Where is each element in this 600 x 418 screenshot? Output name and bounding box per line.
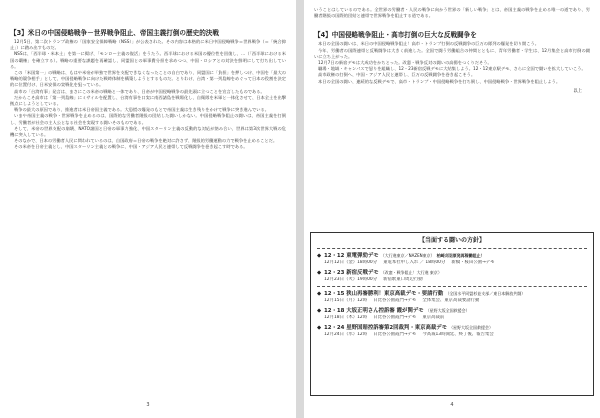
diamond-bullet-icon: ◆ (317, 270, 322, 276)
event-organizer: （星野大坂全国救援会） (449, 325, 494, 330)
event-detail: 12月24日（水）12時 (324, 332, 368, 337)
campaign-schedule-box (310, 232, 594, 396)
body-paragraph: 高市の「台湾有事」発言は、まさにこの米帝の戦略と一体であり、日帝が中国侵略戦争の最先頭に立つことを宣言したものである。 (14, 89, 265, 95)
body-paragraph: NSSは、「西半球・米本土」を第一に掲げ、「モンロー主義の復活」をうたう。西半球における米国の優位性を回復し、…（「西半球における米国の覇権」を確立する）。戦略の重要な課題を再確認し、同盟国との軍事費分担を求めつつ、中国・ロシアとの対決を鮮明にして打ち出している。 (10, 52, 286, 70)
event-details (324, 315, 587, 321)
divider (317, 286, 587, 287)
event-title: 12・23 新宿反戦デモ (324, 270, 379, 276)
event-detail: 日比谷公園霞門→デモ (373, 315, 417, 320)
event-detail: 日比谷公園霞門→デモ (373, 298, 417, 303)
event-header (324, 290, 587, 298)
diamond-bullet-icon: ◆ (317, 291, 322, 297)
event-header (324, 324, 587, 332)
left-paragraphs (10, 40, 286, 152)
event-title: 12・18 大坂正明さん控訴審 霞が関デモ (324, 308, 424, 314)
event-detail: 日比谷公園霞門→デモ (373, 332, 417, 337)
event-organizer: （改憲・戦争阻止！大行進 東京） (380, 270, 442, 275)
event-detail: 東京高裁前 (422, 315, 445, 320)
event-item (317, 290, 587, 298)
page-number-right: 4 (450, 402, 454, 408)
event-details (324, 260, 587, 266)
body-paragraph: そのなかで、日本の労働者人民に問われているのは、自国政府＝日帝の戦争を絶対に許さず、階級的労働運動の力で戦争を止めることだ。 (14, 139, 278, 145)
body-paragraph: 本日の全国の闘いは、米日の中国侵略戦争阻止！高市・トランプ打倒の反戦闘争の巨万の隊列の爆発を切り開こう。 (318, 42, 540, 48)
body-paragraph: 高市政権の打倒へ、中国・アジア人民と連帯し、巨万の反戦闘争を巻き起こそう。 (318, 73, 476, 79)
event-detail: 12月23日（火）19時00分 (324, 277, 378, 282)
event-item (317, 307, 587, 315)
event-header (324, 252, 587, 260)
event-item (317, 252, 587, 260)
event-item (317, 269, 587, 277)
body-paragraph: 12月5日、第二次トランプ政権の「国家安全保障戦略（NSS）」が公表された。その内容は本格的に米日中国侵略戦争＝世界戦争（＝「統合抑止」）に踏み出すものだ。 (10, 40, 286, 52)
body-paragraph: その米帝を日帝主義とし、中国スターリン主義との戦争に、中国・アジア人民と連帯して反戦闘争を巻き起こす時である。 (14, 145, 248, 151)
body-paragraph: 12月7日の新宿デモは大成功をかちとった。改憲・戦争反対の闘いの高揚をつくりだそう。 (318, 61, 492, 67)
signoff: 以上 (573, 88, 582, 94)
event-detail: 12月12日（金）18時00分 (324, 260, 378, 265)
right-intro: いうことはしているのである。全世界の労働者・人民の戦争に向かう世界の「新しい戦争」とは、帝国主義の戦争を止める唯一の道であり、労働者階級の国際的団結と連帯で世界戦争を阻止する道である。 (314, 8, 590, 20)
event-organizer: （星野大坂全国救援会） (425, 308, 470, 313)
schedule-title: 【当面する闘いの方針】 (418, 237, 485, 244)
page-number-left: 3 (146, 402, 150, 408)
event-note: 柏崎刈羽原発再稼働阻止！ (436, 253, 485, 258)
event-details (324, 298, 587, 304)
diamond-bullet-icon: ◆ (317, 308, 322, 314)
section-3-heading: 【3】米日の中国侵略戦争－世界戦争阻止、帝国主義打倒の歴史的決戦 (10, 29, 219, 37)
event-organizer: （大行進東京／NAZEN東京） (380, 253, 435, 258)
body-paragraph: いまや帝国主義の戦争・世界戦争を止めるのは、国際的な労働者階級の団結した闘いしかない。中国侵略戦争阻止の闘いは、帝国主義を打倒し、労働者が社会の主人公となる社会を実現する闘いそのものである。 (10, 114, 286, 126)
body-paragraph: だからこそ高市は「第一列島線」にミサイルを配置し、台湾有事を口実に南西諸島を戦場化し、自衛隊を米軍と一体化させて、日本全土を出撃拠点にしようとしている。 (10, 95, 286, 108)
event-header (324, 269, 587, 277)
event-details (324, 332, 587, 338)
event-details (324, 277, 587, 283)
right-page (304, 0, 600, 418)
event-detail: 新宿駅東口周辺行動 (383, 277, 423, 282)
diamond-bullet-icon: ◆ (317, 325, 322, 331)
body-paragraph: 職場・地域・キャンパスで怒りを組織し、12・23新宿反戦デモに大結集しよう。12・12東京駅デモ、さらに全国で闘いを拡大していこう。 (318, 67, 586, 73)
event-item (317, 324, 587, 332)
event-detail: 東電本社申し入れ ／ 18時00分 (383, 260, 446, 265)
event-detail: 今高裁13時開廷、終了後、報告集会 (422, 332, 494, 337)
right-paragraphs (314, 42, 590, 85)
body-paragraph: 戦争の最大の原因であり、推進者は米日帝国主義である。大恐慌の爆発のもとで帝国主義は生き残りをかけて戦争に突き進んでいる。 (14, 108, 270, 114)
event-detail: 12月15日（月）12時 (324, 298, 368, 303)
diamond-bullet-icon: ◆ (317, 253, 322, 259)
event-list (311, 252, 593, 338)
event-detail: 新橋・桜田公園→デモ (451, 260, 495, 265)
event-title: 12・12 東電弾劾デモ (324, 253, 379, 259)
event-detail: 全体集会、東京高裁要請行動 (422, 298, 480, 303)
body-paragraph: そして、米帝の世界支配の崩壊、NATO諸国と日帝の軍事力強化、中国スターリン主義の反動的な対応が絡み合い、世界は第3次世界大戦の危機に突入している。 (10, 126, 286, 139)
left-content (10, 28, 286, 152)
left-page (0, 0, 296, 418)
body-paragraph: この「米国第一」の戦略は、もはや米帝が単独で世界を支配できなくなったことの自白であり、同盟国に「負担」を押しつけ、中国を「最大の戦略的競争相手」として、中国侵略戦争に向けた戦時体制を構築しようとするものだ。とりわけ、台湾・第一列島線をめぐって日本の役割を決定的に位置付け、日米安保の実戦化を狙っている。 (10, 71, 286, 89)
event-header (324, 307, 587, 315)
event-detail: 12月18日（木）12時 (324, 315, 368, 320)
event-organizer: （全国水平同盟杉並支部／東日本解放共闘） (445, 291, 526, 296)
event-title: 12・24 星野国賠控訴審第2回裁判・東京高裁デモ (324, 325, 448, 331)
event-title: 12・15 狭山再審勝利！東京高裁デモ・要請行動 (324, 291, 444, 297)
divider (317, 248, 587, 249)
body-paragraph: 本日の全国の闘い、連続的な反戦デモで、高市・トランプ・中国侵略戦争を打ち倒し、中国侵略戦争・世界戦争を阻止しよう。 (318, 79, 561, 85)
section-4-heading: 【4】中国侵略戦争阻止・高市打倒の巨大な反戦闘争を (314, 31, 477, 40)
right-content (314, 8, 590, 94)
body-paragraph: 今年、労働者の国際連帯と反戦闘争は大きく前進した。全国で闘う労働組合の仲間とともに、青年労働者・学生は、12月集会と高市打倒の闘いに立ち上がった。 (314, 48, 590, 60)
